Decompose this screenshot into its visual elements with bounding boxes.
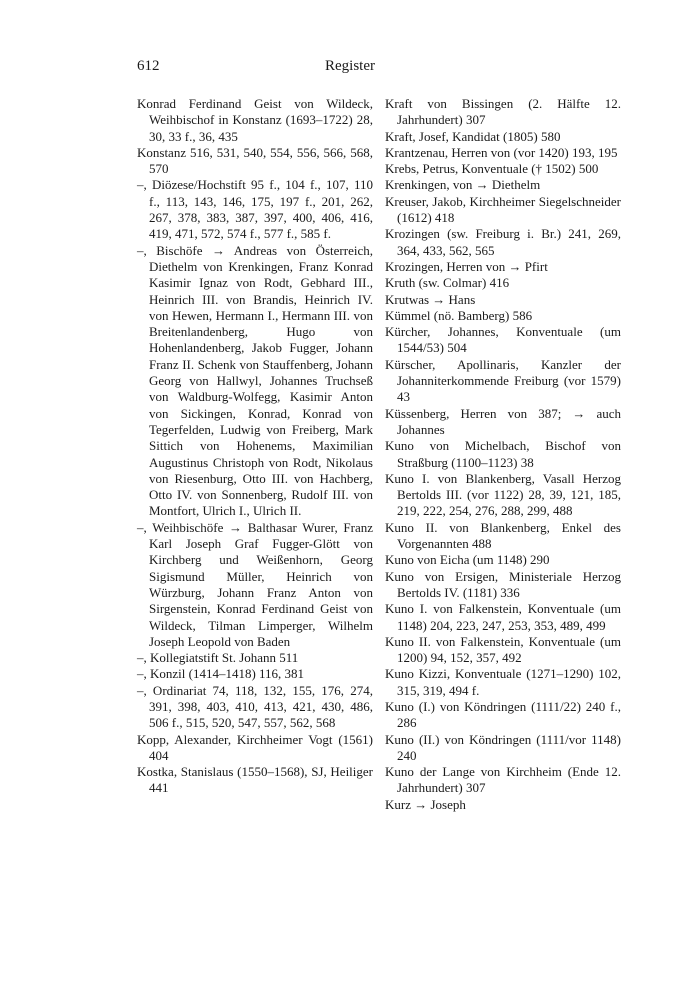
index-entry: Kostka, Stanislaus (1550–1568), SJ, Heiliger 441	[137, 764, 373, 796]
index-column-right	[385, 96, 621, 813]
index-entry: Kuno (I.) von Köndringen (1111/22) 240 f., 286	[385, 698, 621, 731]
index-entry: Kuno von Ersigen, Ministeriale Herzog Bertolds IV. (1181) 336	[385, 568, 621, 600]
index-entry: Kuno von Michelbach, Bischof von Straßburg (1100–1123) 38	[385, 438, 621, 470]
index-entry: Kurz → Joseph	[385, 796, 466, 812]
index-entry: Kuno (II.) von Köndringen (1111/vor 1148) 240	[385, 731, 621, 763]
index-entry: Kuno II. von Falkenstein, Konventuale (um 1200) 94, 152, 357, 492	[385, 633, 621, 666]
index-entry: Kuno I. von Falkenstein, Konventuale (um 1148) 204, 223, 247, 253, 353, 489, 499	[385, 601, 621, 633]
page-number: 612	[137, 58, 160, 74]
index-entry: Konstanz 516, 531, 540, 554, 556, 566, 568, 570	[137, 144, 373, 177]
index-entry: Kuno II. von Blankenberg, Enkel des Vorgenannten 488	[385, 519, 621, 552]
index-entry: –, Weihbischöfe → Balthasar Wurer, Franz Karl Joseph Graf Fugger-Glött von Kirchberg und Weißenhorn, Georg Sigismund Müller, Heinrich von Würzburg, Johann Franz Anton von Sirgenstein, Konrad Ferdinand Geist von Wildeck, Tilman Limperger, Wilhelm Joseph Leopold von Baden	[137, 519, 373, 649]
index-column-left	[137, 96, 373, 797]
index-entry: –, Bischöfe → Andreas von Österreich, Diethelm von Krenkingen, Franz Konrad Kasimir Ignaz von Rodt, Gebhard III., Heinrich III. von Brandis, Heinrich IV. von Hewen, Hermann I., Hermann III. von Breitenlandenberg, Hugo von Hohenlandenberg, Jakob Fugger, Johann Franz II. Schenk von Stauffenberg, Johann Georg von Hallwyl, Johannes Truchseß von Waldburg-Wolfegg, Kasimir Anton von Sickingen, Konrad, Konrad von Tegerfelden, Ludwig von Freiberg, Mark Sittich von Hohenems, Maximilian Augustinus Christoph von Rodt, Nikolaus von Riesenburg, Otto III. von Hachberg, Otto IV. von Sonnenberg, Rudolf III. von Montfort, Ulrich I., Ulrich II.	[137, 242, 373, 519]
index-entry: Kraft, Josef, Kandidat (1805) 580	[385, 128, 561, 144]
index-entry: Krantzenau, Herren von (vor 1420) 193, 195	[385, 144, 618, 160]
index-entry: Krozingen, Herren von → Pfirt	[385, 258, 548, 274]
index-entry: Kuno Kizzi, Konventuale (1271–1290) 102, 315, 319, 494 f.	[385, 666, 621, 698]
index-entry: Kraft von Bissingen (2. Hälfte 12. Jahrhundert) 307	[385, 96, 621, 128]
index-entry: Kuno der Lange von Kirchheim (Ende 12. Jahrhundert) 307	[385, 764, 621, 796]
index-entry: Krebs, Petrus, Konventuale († 1502) 500	[385, 161, 599, 177]
index-entry: Kümmel (nö. Bamberg) 586	[385, 307, 533, 323]
index-entry: Krozingen (sw. Freiburg i. Br.) 241, 269, 364, 433, 562, 565	[385, 226, 621, 258]
index-entry: Krenkingen, von → Diethelm	[385, 177, 541, 193]
index-entry: Kreuser, Jakob, Kirchheimer Siegelschneider (1612) 418	[385, 193, 621, 226]
index-entry: –, Kollegiatstift St. Johann 511	[137, 650, 299, 666]
index-entry: Kuno I. von Blankenberg, Vasall Herzog Bertolds III. (vor 1122) 28, 39, 121, 185, 219, 222, 254, 276, 288, 299, 488	[385, 470, 621, 519]
index-entry: –, Ordinariat 74, 118, 132, 155, 176, 274, 391, 398, 403, 410, 413, 421, 430, 486, 506 f., 515, 520, 547, 557, 562, 568	[137, 682, 373, 731]
index-entry: Kruth (sw. Colmar) 416	[385, 275, 510, 291]
index-entry: Kürscher, Apollinaris, Kanzler der Johanniterkommende Freiburg (vor 1579) 43	[385, 356, 621, 405]
index-entry: Küssenberg, Herren von 387; → auch Johannes	[385, 405, 621, 437]
running-header: Register	[325, 58, 375, 74]
index-entry: –, Konzil (1414–1418) 116, 381	[137, 666, 305, 682]
index-entry: Konrad Ferdinand Geist von Wildeck, Weihbischof in Konstanz (1693–1722) 28, 30, 33 f., 36, 435	[137, 96, 373, 144]
index-entry: Kürcher, Johannes, Konventuale (um 1544/53) 504	[385, 324, 621, 356]
index-entry: Kopp, Alexander, Kirchheimer Vogt (1561) 404	[137, 731, 373, 763]
index-entry: Kuno von Eicha (um 1148) 290	[385, 552, 550, 568]
index-entry: Krutwas → Hans	[385, 291, 476, 307]
index-entry: –, Diözese/Hochstift 95 f., 104 f., 107, 110 f., 113, 143, 146, 175, 197 f., 201, 262, 267, 378, 383, 387, 397, 400, 406, 416, 419, 471, 572, 574 f., 577 f., 585 f.	[137, 177, 373, 242]
